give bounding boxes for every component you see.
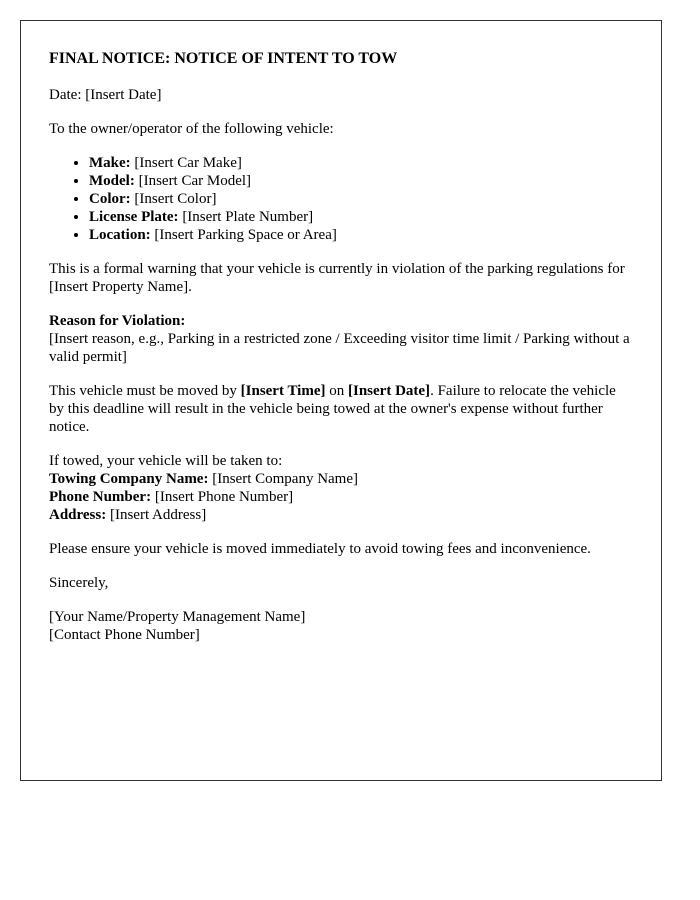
towing-info xyxy=(49,452,632,524)
field-value: [Insert Parking Space or Area] xyxy=(150,227,337,243)
towing-company-label: Towing Company Name: xyxy=(49,471,209,487)
towing-intro: If towed, your vehicle will be taken to: xyxy=(49,453,283,469)
closing-note: Please ensure your vehicle is moved immediately to avoid towing fees and inconvenience. xyxy=(49,541,591,557)
towing-address-label: Address: xyxy=(49,507,107,523)
notice-document xyxy=(20,20,662,781)
notice-title: FINAL NOTICE: NOTICE OF INTENT TO TOW xyxy=(49,50,398,67)
towing-phone-value: [Insert Phone Number] xyxy=(151,489,294,505)
field-value: [Insert Color] xyxy=(130,191,217,207)
deadline-time: [Insert Time] xyxy=(240,383,326,399)
sign-off: Sincerely, xyxy=(49,575,109,591)
reason-label: Reason for Violation: xyxy=(49,313,186,329)
vehicle-color xyxy=(89,190,632,208)
deadline-pre: This vehicle must be moved by xyxy=(49,383,241,399)
deadline-date: [Insert Date] xyxy=(348,383,431,399)
deadline-post: . Failure to relocate the vehicle by this deadline will result in the vehicle being towed at the owner's expense without further notice. xyxy=(49,383,616,435)
date-line: Date: [Insert Date] xyxy=(49,87,162,103)
field-label: License Plate: xyxy=(89,209,179,225)
reason-text: [Insert reason, e.g., Parking in a restricted zone / Exceeding visitor time limit / Parking without a valid permit] xyxy=(49,331,630,365)
deadline-mid: on xyxy=(325,383,348,399)
field-label: Model: xyxy=(89,173,135,189)
field-label: Make: xyxy=(89,155,131,171)
signature-phone: [Contact Phone Number] xyxy=(49,627,200,643)
towing-company-value: [Insert Company Name] xyxy=(208,471,359,487)
signature-block xyxy=(49,608,632,644)
field-value: [Insert Plate Number] xyxy=(178,209,314,225)
deadline-text xyxy=(49,382,632,436)
warning-text: This is a formal warning that your vehicle is currently in violation of the parking regulations for [Insert Property Name]. xyxy=(49,261,625,295)
reason-section xyxy=(49,312,632,366)
intro-text: To the owner/operator of the following vehicle: xyxy=(49,121,334,137)
signature-name: [Your Name/Property Management Name] xyxy=(49,609,306,625)
field-label: Color: xyxy=(89,191,131,207)
vehicle-details-list xyxy=(49,154,632,244)
field-value: [Insert Car Make] xyxy=(130,155,242,171)
towing-address-value: [Insert Address] xyxy=(106,507,207,523)
field-label: Location: xyxy=(89,227,151,243)
towing-phone-label: Phone Number: xyxy=(49,489,152,505)
vehicle-license-plate xyxy=(89,208,632,226)
vehicle-location xyxy=(89,226,632,244)
field-value: [Insert Car Model] xyxy=(134,173,252,189)
vehicle-model xyxy=(89,172,632,190)
vehicle-make xyxy=(89,154,632,172)
